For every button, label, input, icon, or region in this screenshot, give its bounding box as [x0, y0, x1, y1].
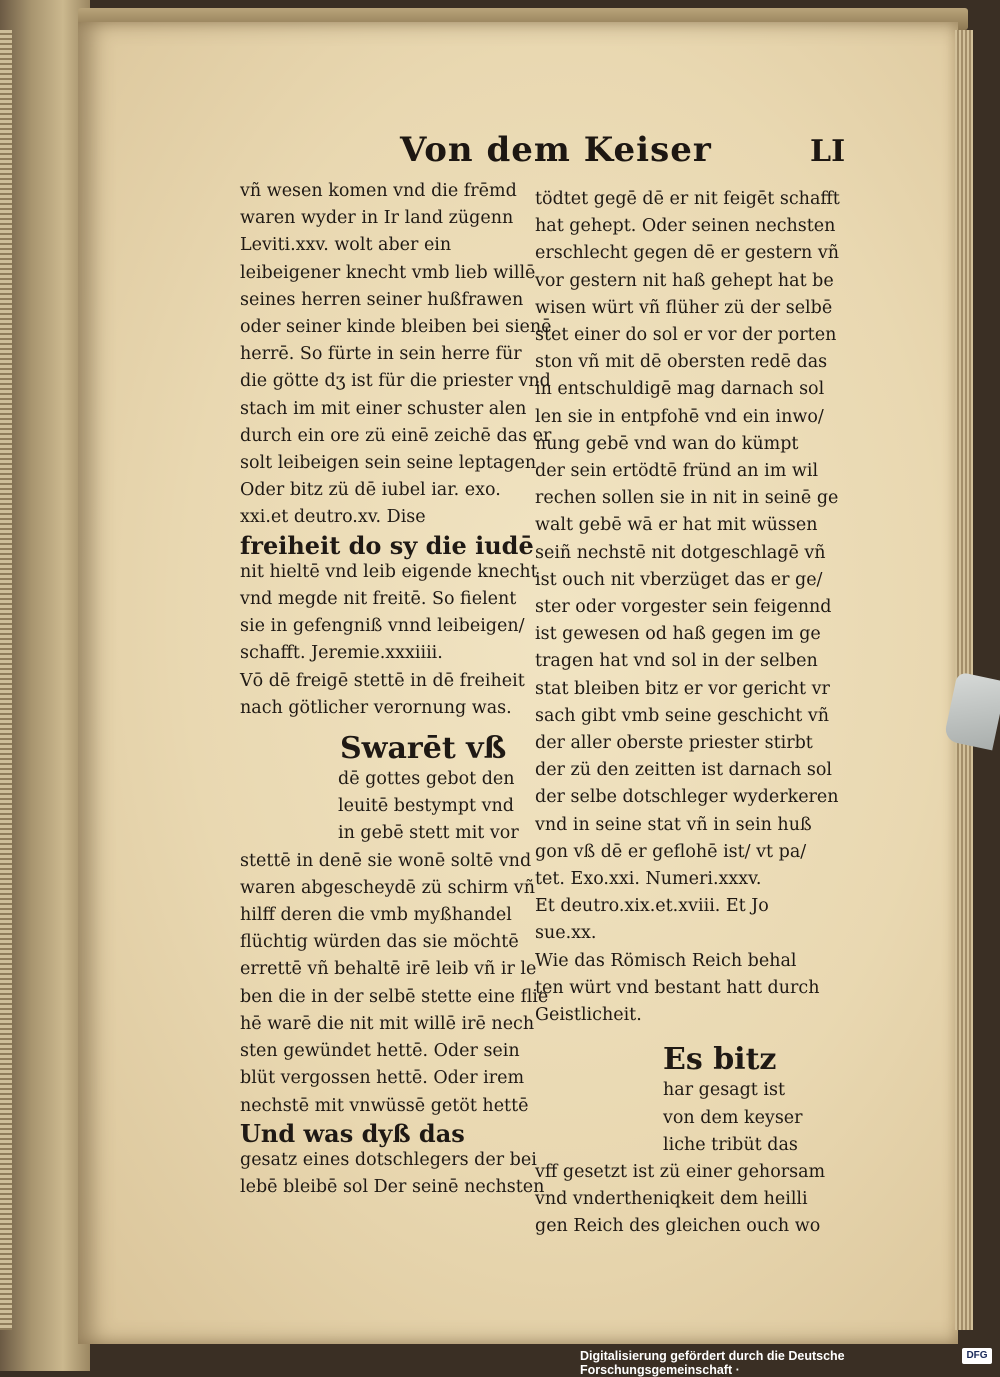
text-line: sach gibt vmb seine geschicht vñ [535, 705, 830, 726]
text-line: stettē in denē sie wonē soltē vnd [240, 850, 532, 871]
text-line-emphasis: freiheit do sy die iudē [240, 530, 534, 560]
text-line: der aller oberste priester stirbt [535, 733, 813, 754]
text-line-emphasis: Und was dyß das [240, 1118, 465, 1148]
text-line: walt gebē wā er hat mit wüssen [535, 515, 818, 536]
text-line: stach im mit einer schuster alen [240, 398, 527, 419]
text-line: der selbe dotschleger wyderkeren [535, 787, 839, 808]
text-line: waren wyder in Ir land zügenn [240, 208, 514, 229]
text-line: tragen hat vnd sol in der selben [535, 651, 818, 672]
text-line: vnd in seine stat vñ in sein huß [535, 814, 812, 835]
right-text-column [535, 186, 840, 1241]
text-line: hat gehept. Oder seinen nechsten [535, 216, 836, 237]
text-line: gen Reich des gleichen ouch wo [535, 1216, 821, 1237]
text-line: tödtet gegē dē er nit feigēt schafft [535, 189, 840, 209]
left-page-stack [0, 30, 12, 1330]
text-line: vnd megde nit freitē. So fielent [240, 589, 517, 610]
text-line: vnd vndertheniqkeit dem heilli [535, 1189, 808, 1210]
text-line: stat bleiben bitz er vor gericht vr [535, 678, 830, 699]
text-line: Vō dē freigē stettē in dē freiheit [240, 670, 525, 691]
text-line: schafft. Jeremie.xxxiiii. [240, 643, 443, 664]
text-line: ist ouch nit vberzüget das er ge/ [535, 569, 823, 590]
text-line: gesatz eines dotschlegers der bei [240, 1149, 537, 1170]
text-line: wisen würt vñ flüher zü der selbē [535, 297, 833, 318]
text-line: hē warē die nit mit willē irē nech [240, 1013, 535, 1034]
text-line: in gebē stett mit vor [338, 823, 519, 844]
folio-number: LI [810, 134, 846, 169]
text-line: ston vñ mit dē obersten redē das [535, 352, 828, 373]
text-line: stet einer do sol er vor der porten [535, 325, 837, 346]
text-line: sten gewündet hettē. Oder sein [240, 1041, 520, 1062]
section-initial: Swarēt vß [340, 731, 507, 767]
text-line: gon vß dē er geflohē ist/ vt pa/ [535, 841, 807, 862]
text-line: rechen sollen sie in nit in seinē ge [535, 488, 839, 509]
text-line: ist gewesen od haß gegen im ge [535, 624, 821, 645]
text-line: leuitē bestympt vnd [338, 796, 514, 817]
dfg-logo: DFG [962, 1348, 992, 1364]
text-line: Oder bitz zü dē iubel iar. exo. [240, 480, 501, 501]
text-line: solt leibeigen sein seine leptagen [240, 453, 537, 474]
text-line: seines herren seiner hußfrawen [240, 289, 524, 310]
text-line: von dem keyser [663, 1107, 803, 1128]
text-line: hilff deren die vmb myßhandel [240, 905, 512, 926]
text-line: vor gestern nit haß gehept hat be [535, 270, 834, 291]
text-line: erschlecht gegen dē er gestern vñ [535, 243, 840, 264]
text-line: flüchtig würden das sie möchtē [240, 932, 519, 953]
text-line: errettē vñ behaltē irē leib vñ ir le [240, 959, 537, 980]
text-line: liche tribüt das [663, 1134, 798, 1155]
text-line: nung gebē vnd wan do kümpt [535, 433, 799, 454]
text-line: vff gesetzt ist zü einer gehorsam [535, 1161, 826, 1182]
text-line: nach götlicher verornung was. [240, 697, 512, 718]
text-line: Leviti.xxv. wolt aber ein [240, 235, 452, 256]
text-line: tet. Exo.xxi. Numeri.xxxv. [535, 869, 762, 890]
left-text-column [240, 178, 552, 1201]
text-line: blüt vergossen hettē. Oder irem [240, 1068, 525, 1089]
text-line: dē gottes gebot den [338, 769, 515, 790]
page-header [400, 130, 860, 174]
text-line: har gesagt ist [663, 1080, 786, 1101]
section-initial: Es bitz [663, 1042, 777, 1078]
text-line: oder seiner kinde bleiben bei sienē [240, 317, 552, 338]
text-line: seiñ nechstē nit dotgeschlagē vñ [535, 542, 826, 563]
text-line: ster oder vorgester sein feigennd [535, 597, 832, 618]
text-line: nechstē mit vnwüssē getöt hettē [240, 1095, 529, 1116]
text-line: nit hieltē vnd leib eigende knecht [240, 561, 538, 582]
text-line: waren abgescheydē zü schirm vñ [240, 877, 535, 898]
text-line: leibeigener knecht vmb lieb willē [240, 262, 536, 283]
chapter-heading: Geistlicheit. [535, 1005, 642, 1026]
text-line: in entschuldigē mag darnach sol [535, 379, 825, 400]
text-line: die götte dʒ ist für die priester vnd [240, 371, 551, 392]
text-line: herrē. So fürte in sein herre für [240, 344, 522, 365]
text-line: Et deutro.xix.et.xviii. Et Jo [535, 896, 769, 917]
text-line: der sein ertödtē fründ an im wil [535, 461, 819, 482]
chapter-heading: Wie das Römisch Reich behal [535, 950, 797, 971]
left-page-edge [0, 0, 90, 1371]
text-line: sie in gefengniß vnnd leibeigen/ [240, 616, 525, 637]
text-line: der zü den zeitten ist darnach sol [535, 760, 832, 781]
chapter-heading: ten würt vnd bestant hatt durch [535, 977, 820, 998]
text-line: sue.xx. [535, 923, 597, 944]
text-line: xxi.et deutro.xv. Dise [240, 507, 426, 528]
text-line: vñ wesen komen vnd die frēmd [240, 181, 517, 201]
text-line: ben die in der selbē stette eine flie [240, 986, 549, 1007]
running-title: Von dem Keiser [400, 130, 712, 170]
text-line: durch ein ore zü einē zeichē das er [240, 425, 552, 446]
text-line: lebē bleibē sol Der seinē nechsten [240, 1177, 545, 1198]
digitization-credit: Digitalisierung gefördert durch die Deutsche Forschungsgemeinschaft · [580, 1349, 845, 1377]
text-line: len sie in entpfohē vnd ein inwo/ [535, 406, 824, 427]
